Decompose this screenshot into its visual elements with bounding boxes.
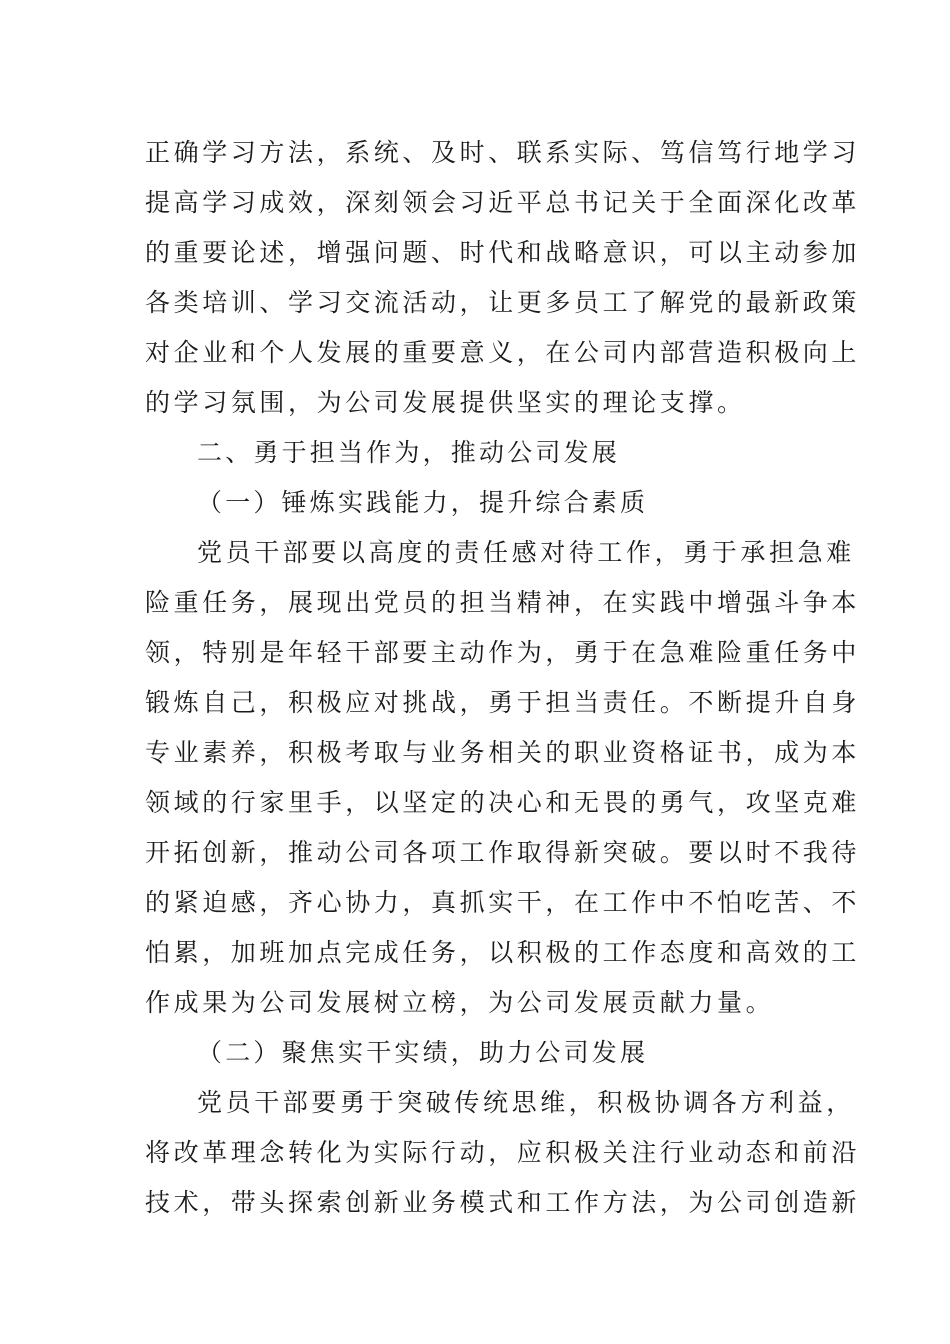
section-heading: （一）锤炼实践能力，提升综合素质 — [197, 488, 649, 517]
text-line: 领，特别是年轻干部要主动作为，勇于在急难险重任务中 — [145, 638, 861, 667]
text-line: 各类培训、学习交流活动，让更多员工了解党的最新政策 — [145, 288, 861, 317]
text-line: 怕累，加班加点完成任务，以积极的工作态度和高效的工 — [145, 938, 861, 967]
text-line: 对企业和个人发展的重要意义，在公司内部营造积极向上 — [145, 338, 861, 367]
text-line: 的紧迫感，齐心协力，真抓实干，在工作中不怕吃苦、不 — [145, 888, 861, 917]
text-line: 的重要论述，增强问题、时代和战略意识，可以主动参加 — [145, 238, 861, 267]
section-heading: （二）聚焦实干实绩，助力公司发展 — [197, 1038, 649, 1067]
text-line: 党员干部要勇于突破传统思维，积极协调各方利益， — [197, 1088, 855, 1117]
text-line: 作成果为公司发展树立榜，为公司发展贡献力量。 — [145, 988, 775, 1017]
text-line: 正确学习方法，系统、及时、联系实际、笃信笃行地学习 — [145, 138, 861, 167]
text-line: 锻炼自己，积极应对挑战，勇于担当责任。不断提升自身 — [145, 688, 861, 717]
text-line: 提高学习成效，深刻领会习近平总书记关于全面深化改革 — [145, 188, 861, 217]
text-line: 党员干部要以高度的责任感对待工作，勇于承担急难 — [197, 538, 855, 567]
text-line: 技术，带头探索创新业务模式和工作方法，为公司创造新 — [145, 1188, 861, 1217]
text-line: 领域的行家里手，以坚定的决心和无畏的勇气，攻坚克难 — [145, 788, 861, 817]
text-line: 专业素养，积极考取与业务相关的职业资格证书，成为本 — [145, 738, 861, 767]
section-heading: 二、勇于担当作为，推动公司发展 — [197, 438, 621, 467]
body-text — [145, 128, 861, 1228]
text-line: 将改革理念转化为实际行动，应积极关注行业动态和前沿 — [145, 1138, 861, 1167]
text-line: 开拓创新，推动公司各项工作取得新突破。要以时不我待 — [145, 838, 861, 867]
text-line: 险重任务，展现出党员的担当精神，在实践中增强斗争本 — [145, 588, 861, 617]
text-line: 的学习氛围，为公司发展提供坚实的理论支撑。 — [145, 388, 746, 417]
